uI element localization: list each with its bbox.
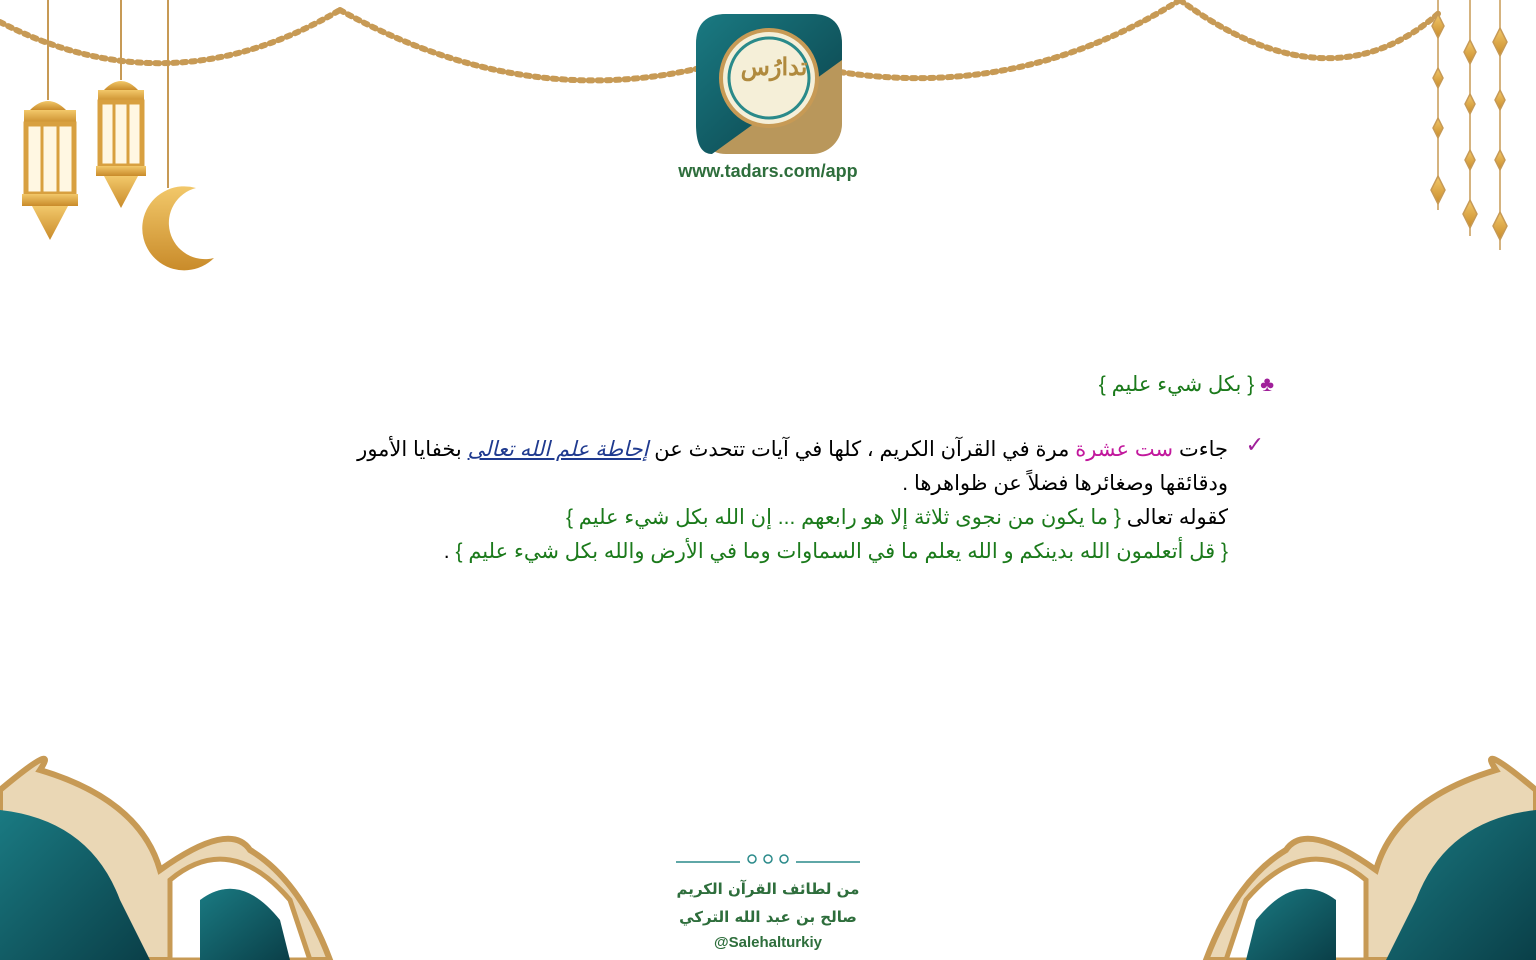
lantern-left-2 bbox=[96, 0, 146, 208]
text-segment: . bbox=[443, 540, 456, 563]
club-suit-icon: ♣ bbox=[1260, 373, 1274, 396]
quran-verse: { ما يكون من نجوى ثلاثة إلا هو رابعهم ... إن الله بكل شيء عليم } bbox=[565, 506, 1121, 529]
slide-heading bbox=[1099, 368, 1274, 402]
footer-divider bbox=[676, 855, 860, 863]
bead-garland-right bbox=[840, 0, 1440, 78]
footer-series-title: من لطائف القرآن الكريم bbox=[676, 880, 860, 898]
text-segment: بخفايا الأمور bbox=[357, 438, 462, 461]
logo-wordmark: تدارُس bbox=[740, 52, 808, 81]
paragraph-line-4 bbox=[288, 535, 1228, 569]
floral-corner-right bbox=[1206, 759, 1536, 960]
paragraph-line-2: ودقائقها وصغائرها فضلاً عن ظواهرها . bbox=[902, 472, 1228, 495]
paragraph-line-3 bbox=[288, 501, 1228, 535]
website-url[interactable]: www.tadars.com/app bbox=[678, 161, 858, 181]
main-paragraph bbox=[288, 433, 1228, 569]
text-segment: كقوله تعالى bbox=[1126, 506, 1228, 529]
crescent-moon-icon bbox=[142, 0, 214, 270]
app-logo bbox=[696, 14, 842, 154]
paragraph-line-1 bbox=[288, 433, 1228, 467]
emphasized-phrase: إحاطة علم الله تعالى bbox=[467, 438, 649, 461]
text-segment: جاءت bbox=[1178, 438, 1228, 461]
floral-corner-left bbox=[0, 759, 330, 960]
heading-text: { بكل شيء عليم } bbox=[1098, 373, 1255, 396]
highlighted-count: ست عشرة bbox=[1075, 438, 1174, 461]
quran-verse: { قل أتعلمون الله بدينكم و الله يعلم ما في السماوات وما في الأرض والله بكل شيء عليم } bbox=[455, 540, 1228, 563]
hanging-ornaments-right bbox=[1431, 0, 1507, 250]
bead-garland-left bbox=[0, 10, 700, 80]
footer-author: صالح بن عبد الله التركي bbox=[679, 908, 857, 926]
text-segment: مرة في القرآن الكريم ، كلها في آيات تتحدث عن bbox=[654, 438, 1070, 461]
footer-handle[interactable]: @Salehalturkiy bbox=[713, 934, 822, 951]
check-mark-icon: ✓ bbox=[1245, 433, 1264, 458]
